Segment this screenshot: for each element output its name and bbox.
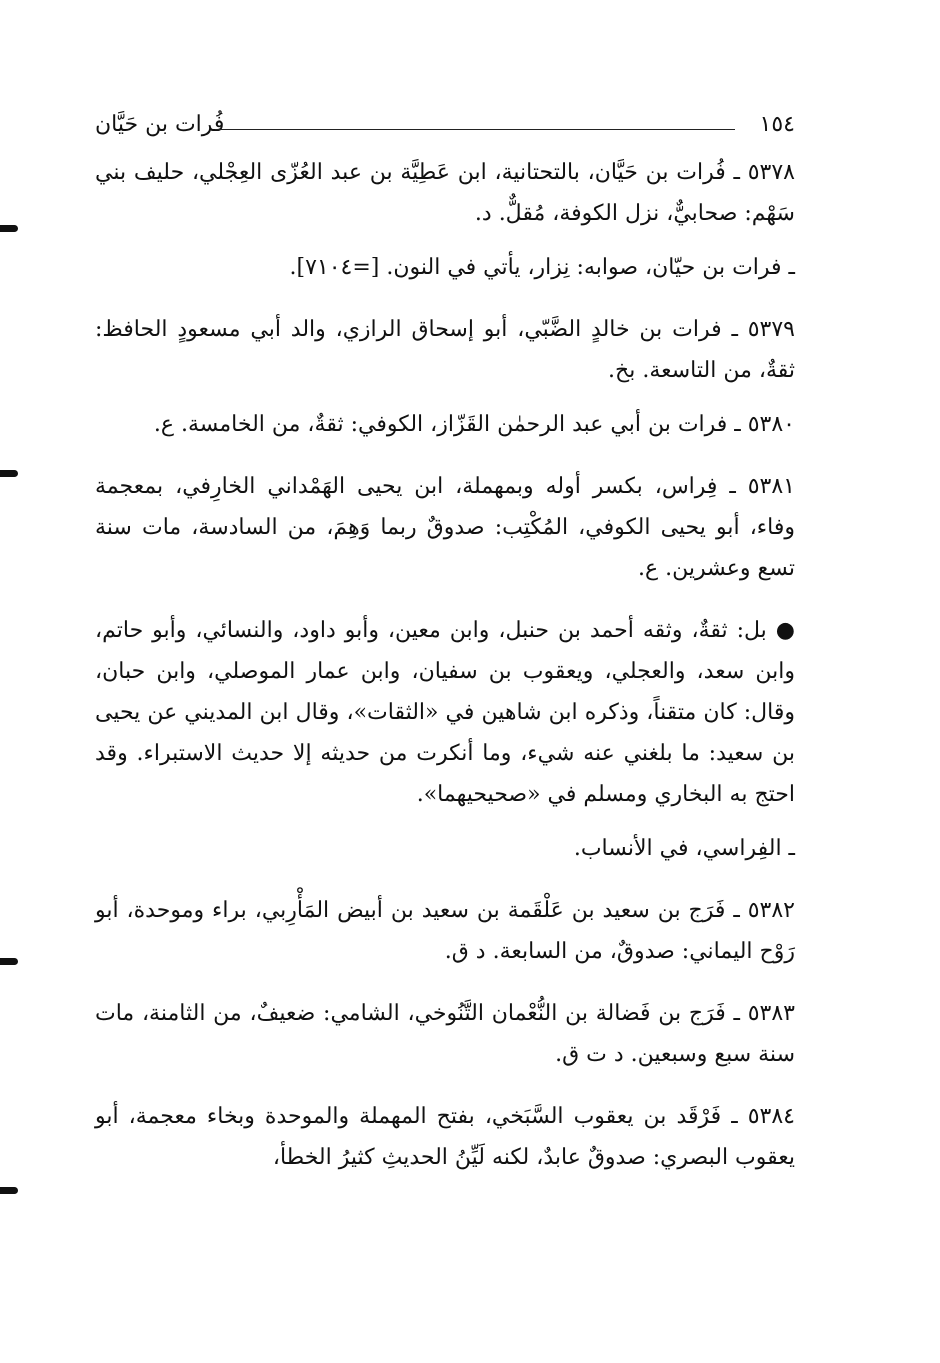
page-number: ١٥٤: [759, 112, 795, 137]
cross-reference-entry: ـ الفِراسي، في الأنساب.: [573, 836, 795, 861]
page-edge-mark: [0, 470, 18, 477]
running-title: فُرات بن حَيَّان: [95, 112, 225, 137]
page-edge-mark: [0, 225, 18, 232]
entry-5378: ٥٣٧٨ ـ فُرات بن حَيَّان، بالتحتانية، ابن عَطِيَّة بن عبد العُزّى العِجْلي، حليف بني سَهْم: صحابيٌّ، نزل الكوفة، مُقلٌّ. د.: [95, 160, 795, 226]
cross-reference-entry: ـ فرات بن حيّان، صوابه: نِزار، يأتي في النون. [=٧١٠٤].: [289, 255, 795, 280]
page-header: [95, 112, 795, 146]
header-rule: [215, 129, 735, 130]
entry-5380: ٥٣٨٠ ـ فرات بن أبي عبد الرحمٰن القَزّاز، الكوفي: ثقةٌ، من الخامسة. ع.: [153, 412, 795, 437]
entry-5384: ٥٣٨٤ ـ فَرْقَد بن يعقوب السَّبَخي، بفتح المهملة والموحدة وبخاء معجمة، أبو يعقوب البصري: صدوقٌ عابدٌ، لكنه لَيِّنُ الحديثِ كثيرُ الخطأ،: [95, 1104, 795, 1170]
entry-5382: ٥٣٨٢ ـ فَرَج بن سعيد بن عَلْقَمة بن سعيد بن أبيض المَأْرِبي، براء وموحدة، أبو رَوْح اليماني: صدوقٌ، من السابعة. د ق.: [95, 898, 795, 964]
entry-5383: ٥٣٨٣ ـ فَرَج بن فَضالة بن النُّعْمان التَّنُوخي، الشامي: ضعيفٌ، من الثامنة، مات سنة سبع وسبعين. د ت ق.: [95, 1001, 795, 1067]
entry-5379: ٥٣٧٩ ـ فرات بن خالدٍ الضَّبّي، أبو إسحاق الرازي، والد أبي مسعودٍ الحافظ: ثقةٌ، من التاسعة. بخ.: [95, 317, 795, 383]
commentary-note: ● بل: ثقةٌ، وثقه أحمد بن حنبل، وابن معين، وأبو داود، والنسائي، وأبو حاتم، وابن سعد، والعجلي، ويعقوب بن سفيان، وابن عمار الموصلي، وابن حبان، وقال: كان متقناً، وذكره ابن شاهين في «الثقات»، وقال ابن المديني عن يحيى بن سعيد: ما بلغني عنه شيء، وما أنكرت من حديثه إلا حديث الاستبراء. وقد احتج به البخاري ومسلم في «صحيحيهما».: [95, 618, 795, 807]
page-edge-mark: [0, 1187, 18, 1194]
page-edge-mark: [0, 958, 18, 965]
entry-5381: ٥٣٨١ ـ فِراس، بكسر أوله وبمهملة، ابن يحيى الهَمْداني الخارِفي، بمعجمة وفاء، أبو يحيى الكوفي، المُكْتِب: صدوقٌ ربما وَهِمَ، من السادسة، مات سنة تسع وعشرين. ع.: [95, 474, 795, 581]
page-body: [95, 152, 795, 1191]
